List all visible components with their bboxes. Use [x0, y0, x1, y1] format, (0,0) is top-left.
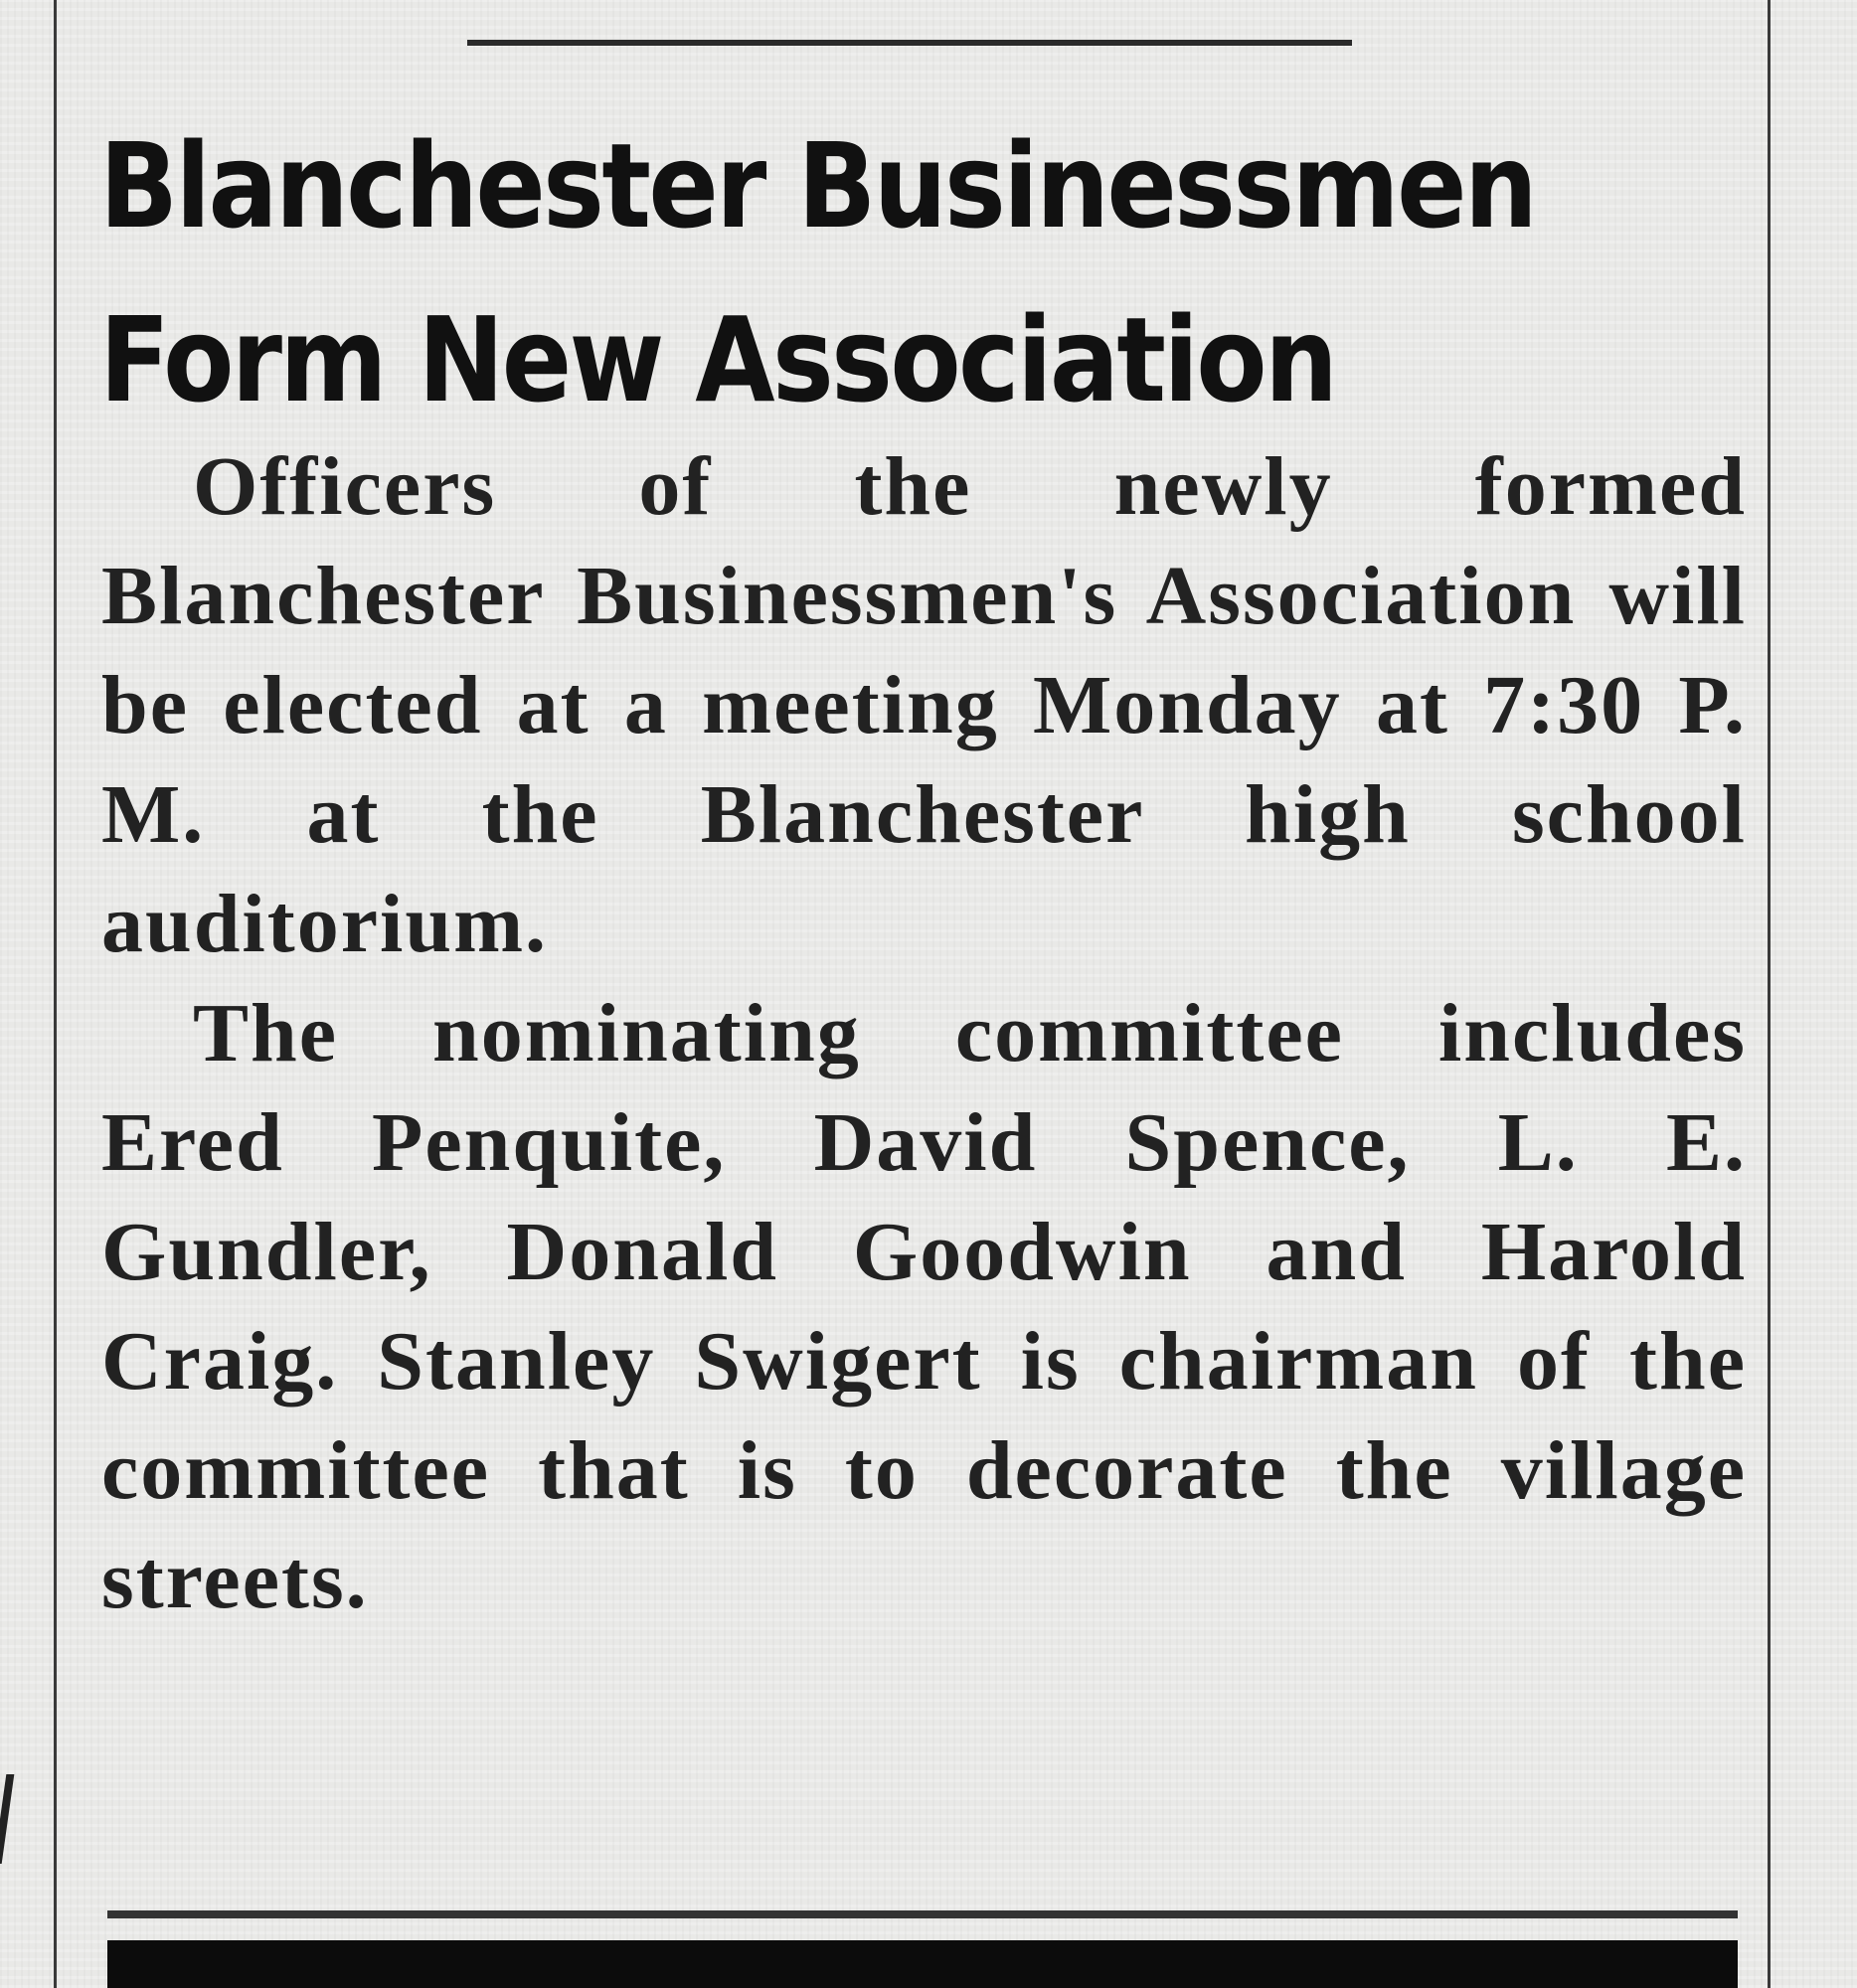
top-divider-rule — [467, 40, 1352, 46]
article-headline — [99, 99, 1536, 447]
bottom-divider-thin — [107, 1910, 1738, 1918]
article-paragraph-2: The nominating committee includes Ered Penquite, David Spence, L. E. Gundler, Donald Goodwin and Harold Craig. Stanley Swigert is chairman of the committee that is to decorate the village streets. — [101, 987, 1747, 1626]
headline-line-2: Form New Association — [99, 291, 1336, 428]
bottom-divider-thick — [107, 1940, 1738, 1988]
article-body — [101, 432, 1747, 1635]
headline-line-1: Blanchester Businessmen — [99, 117, 1536, 254]
column-rule-left — [54, 0, 57, 1988]
column-rule-right — [1768, 0, 1771, 1988]
adjacent-column-fragment — [0, 1774, 14, 1864]
article-paragraph-1: Officers of the newly formed Blanchester Businessmen's Association will be elected at a meeting Monday at 7:30 P. M. at the Blanchester high school auditorium. — [101, 440, 1747, 970]
